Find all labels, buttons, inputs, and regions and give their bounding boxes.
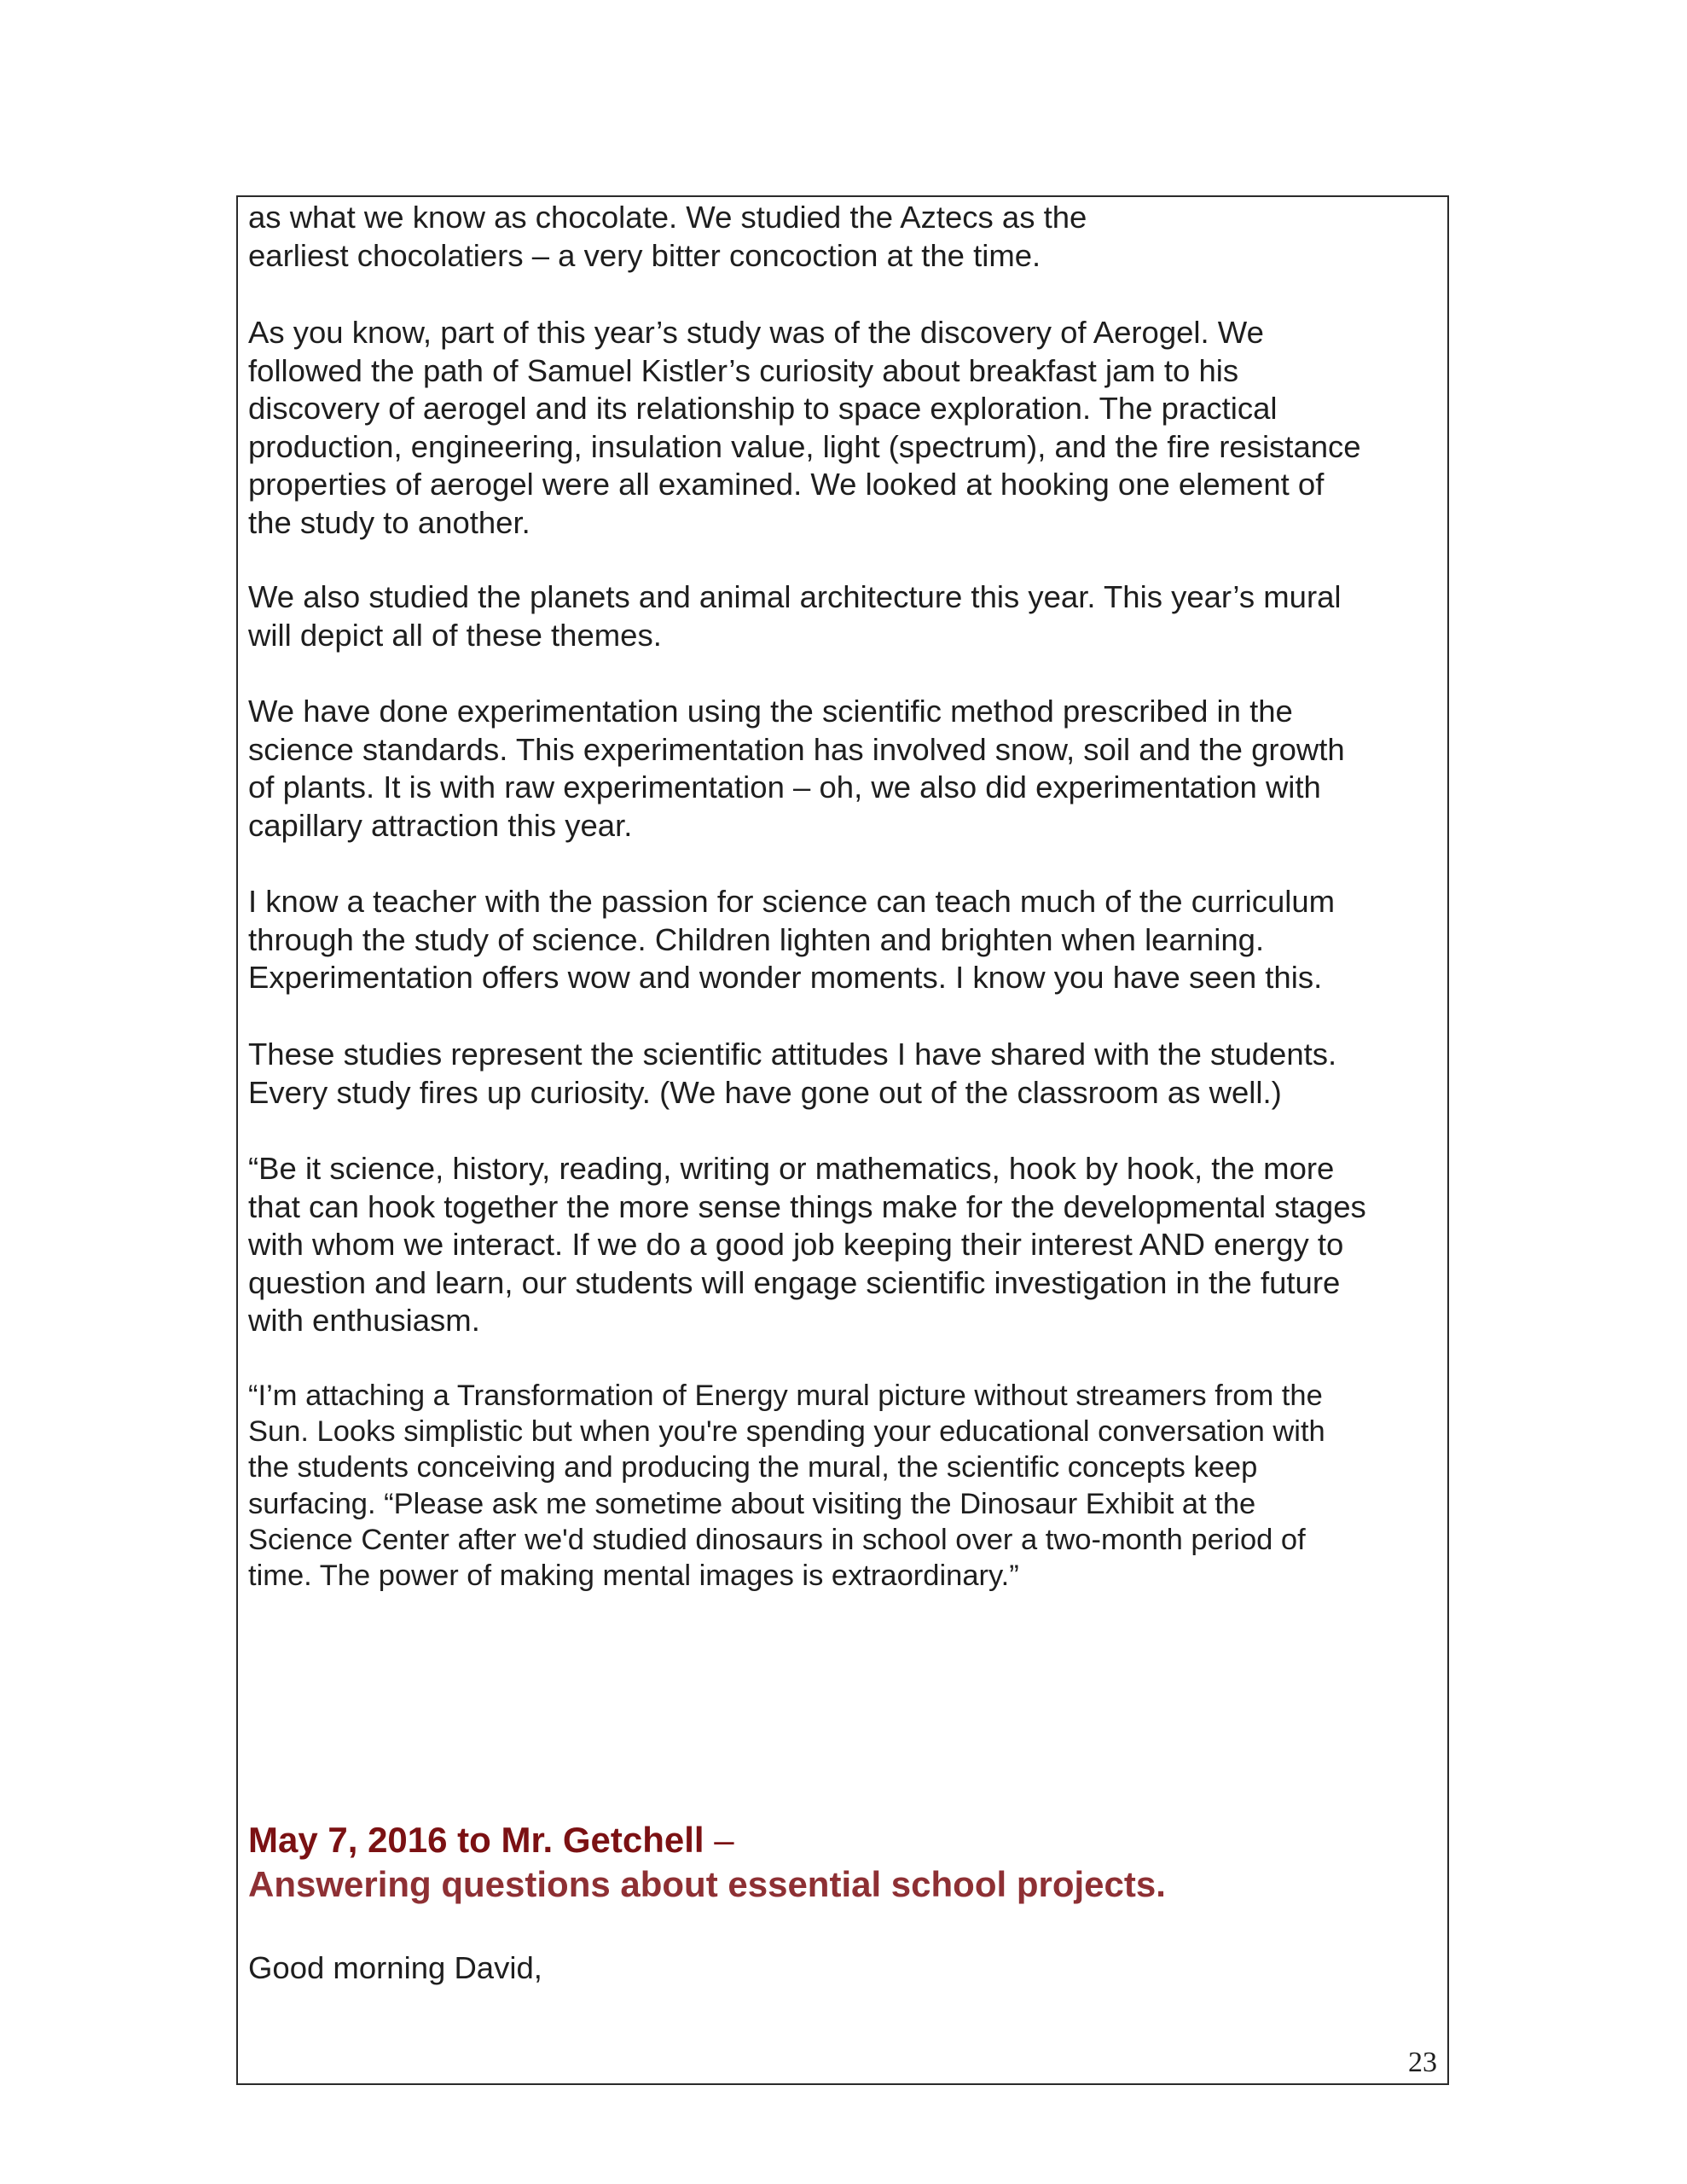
text-line: Sun. Looks simplistic but when you're spending your educational conversation with [248,1415,1325,1449]
paragraph-planets [248,578,1442,654]
paragraph-experimentation [248,693,1442,845]
text-line: These studies represent the scientific attitudes I have shared with the students. [248,1037,1337,1072]
text-line: the students conceiving and producing the mural, the scientific concepts keep [248,1451,1258,1484]
text-line: with whom we interact. If we do a good job keeping their interest AND energy to [248,1227,1344,1263]
text-line: earliest chocolatiers – a very bitter concoction at the time. [248,237,1041,273]
text-line: the study to another. [248,504,530,540]
text-line: discovery of aerogel and its relationship to space exploration. The practical [248,391,1278,427]
text-line: time. The power of making mental images is extraordinary.” [248,1560,1019,1593]
text-line: properties of aerogel were all examined. We looked at hooking one element of [248,467,1325,502]
paragraph-attitudes [248,1036,1442,1112]
text-line: with enthusiasm. [248,1303,480,1339]
text-line: through the study of science. Children lighten and brighten when learning. [248,921,1265,957]
text-line: capillary attraction this year. [248,807,633,843]
paragraph-aerogel [248,314,1442,543]
text-line: that can hook together the more sense things make for the developmental stages [248,1188,1366,1224]
text-line: will depict all of these themes. [248,617,662,653]
heading-title: May 7, 2016 to Mr. Getchell [248,1820,704,1860]
page-number: 23 [1408,2047,1437,2078]
text-line: We have done experimentation using the scientific method prescribed in the [248,694,1293,729]
text-line: as what we know as chocolate. We studied the Aztecs as the [248,200,1087,235]
heading-dash: – [704,1820,734,1860]
greeting-line: Good morning David, [248,1950,542,1985]
text-line: production, engineering, insulation value, light (spectrum), and the fire resistance [248,428,1361,464]
text-line: I know a teacher with the passion for science can teach much of the curriculum [248,884,1336,919]
paragraph-chocolate [248,199,1442,275]
paragraph-passion [248,883,1442,997]
text-line: Experimentation offers wow and wonder moments. I know you have seen this. [248,960,1323,996]
text-line: Science Center after we'd studied dinosaurs in school over a two-month period of [248,1523,1306,1556]
section-heading-subtitle: Answering questions about essential school projects. [248,1864,1166,1904]
text-line: We also studied the planets and animal architecture this year. This year’s mural [248,579,1342,614]
paragraph-quote-mural [248,1378,1442,1594]
text-line: surfacing. “Please ask me sometime about visiting the Dinosaur Exhibit at the [248,1487,1256,1520]
text-line: “I’m attaching a Transformation of Energy mural picture without streamers from the [248,1380,1323,1412]
text-line: As you know, part of this year’s study was of the discovery of Aerogel. We [248,315,1264,350]
section-heading-date [248,1818,734,1862]
text-line: science standards. This experimentation has involved snow, soil and the growth [248,731,1345,767]
text-line: question and learn, our students will engage scientific investigation in the future [248,1264,1341,1300]
text-line: followed the path of Samuel Kistler’s curiosity about breakfast jam to his [248,352,1239,388]
text-line: Every study fires up curiosity. (We have gone out of the classroom as well.) [248,1074,1282,1110]
text-line: of plants. It is with raw experimentation – oh, we also did experimentation with [248,770,1321,805]
text-line: “Be it science, history, reading, writing or mathematics, hook by hook, the more [248,1151,1335,1186]
paragraph-quote-hook [248,1150,1442,1340]
